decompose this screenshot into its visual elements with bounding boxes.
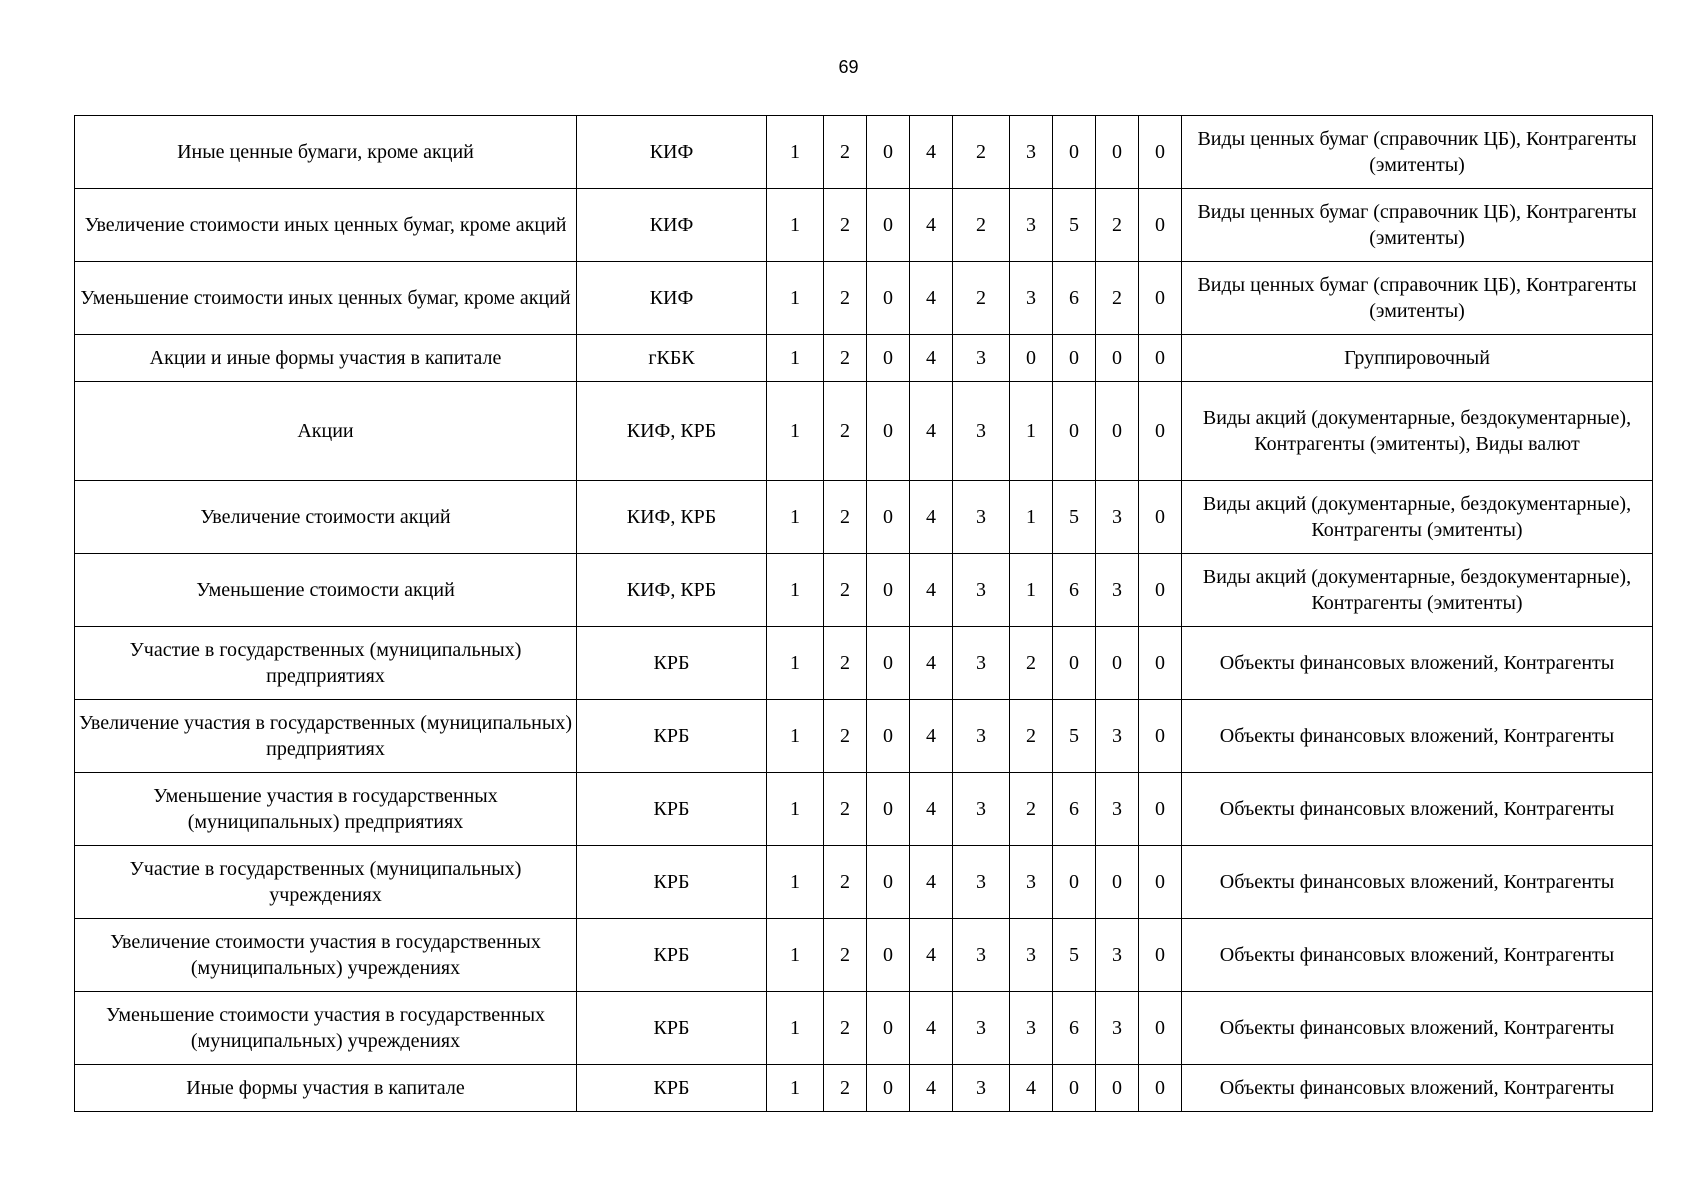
code-digit-cell: 2 <box>824 627 867 700</box>
code-digit-cell: 1 <box>1010 481 1053 554</box>
code-digit-cell: 0 <box>1096 335 1139 382</box>
table-row <box>75 481 1653 554</box>
code-digit-cell: 0 <box>867 1065 910 1112</box>
code-digit-cell: 1 <box>767 481 824 554</box>
code-digit-cell: 0 <box>867 382 910 481</box>
code-digit-cell: 1 <box>767 627 824 700</box>
code-digit-cell: 3 <box>1096 481 1139 554</box>
account-kind-cell: КИФ, КРБ <box>577 554 767 627</box>
table-row <box>75 773 1653 846</box>
code-digit-cell: 4 <box>910 846 953 919</box>
code-digit-cell: 4 <box>910 481 953 554</box>
code-digit-cell: 6 <box>1053 992 1096 1065</box>
code-digit-cell: 1 <box>767 262 824 335</box>
code-digit-cell: 2 <box>824 919 867 992</box>
code-digit-cell: 3 <box>1096 700 1139 773</box>
code-digit-cell: 2 <box>1010 773 1053 846</box>
code-digit-cell: 4 <box>1010 1065 1053 1112</box>
code-digit-cell: 2 <box>824 1065 867 1112</box>
account-name-cell: Иные формы участия в капитале <box>75 1065 577 1112</box>
code-digit-cell: 0 <box>867 627 910 700</box>
code-digit-cell: 4 <box>910 1065 953 1112</box>
code-digit-cell: 3 <box>1096 992 1139 1065</box>
code-digit-cell: 2 <box>824 116 867 189</box>
code-digit-cell: 4 <box>910 773 953 846</box>
table-row <box>75 700 1653 773</box>
account-name-cell: Увеличение стоимости акций <box>75 481 577 554</box>
code-digit-cell: 0 <box>1139 189 1182 262</box>
code-digit-cell: 0 <box>1139 846 1182 919</box>
code-digit-cell: 5 <box>1053 700 1096 773</box>
code-digit-cell: 0 <box>1139 700 1182 773</box>
analytics-cell: Объекты финансовых вложений, Контрагенты <box>1182 700 1653 773</box>
analytics-cell: Виды ценных бумаг (справочник ЦБ), Контрагенты (эмитенты) <box>1182 116 1653 189</box>
code-digit-cell: 3 <box>953 846 1010 919</box>
code-digit-cell: 3 <box>953 554 1010 627</box>
account-name-cell: Увеличение участия в государственных (муниципальных) предприятиях <box>75 700 577 773</box>
code-digit-cell: 3 <box>953 773 1010 846</box>
code-digit-cell: 4 <box>910 189 953 262</box>
analytics-cell: Объекты финансовых вложений, Контрагенты <box>1182 919 1653 992</box>
code-digit-cell: 2 <box>824 382 867 481</box>
code-digit-cell: 2 <box>1096 189 1139 262</box>
code-digit-cell: 2 <box>824 700 867 773</box>
account-kind-cell: КИФ, КРБ <box>577 481 767 554</box>
account-kind-cell: гКБК <box>577 335 767 382</box>
code-digit-cell: 4 <box>910 992 953 1065</box>
code-digit-cell: 0 <box>867 846 910 919</box>
code-digit-cell: 3 <box>1010 189 1053 262</box>
code-digit-cell: 2 <box>824 554 867 627</box>
page-number: 69 <box>838 57 859 77</box>
code-digit-cell: 2 <box>824 481 867 554</box>
code-digit-cell: 1 <box>767 700 824 773</box>
code-digit-cell: 2 <box>824 189 867 262</box>
code-digit-cell: 2 <box>824 773 867 846</box>
analytics-cell: Объекты финансовых вложений, Контрагенты <box>1182 773 1653 846</box>
code-digit-cell: 5 <box>1053 919 1096 992</box>
code-digit-cell: 0 <box>867 773 910 846</box>
table-row <box>75 554 1653 627</box>
code-digit-cell: 3 <box>1096 773 1139 846</box>
code-digit-cell: 3 <box>1096 554 1139 627</box>
account-kind-cell: КИФ <box>577 189 767 262</box>
table-row <box>75 335 1653 382</box>
code-digit-cell: 0 <box>867 919 910 992</box>
account-kind-cell: КИФ <box>577 116 767 189</box>
code-digit-cell: 0 <box>1096 627 1139 700</box>
code-digit-cell: 2 <box>1010 700 1053 773</box>
table-row <box>75 1065 1653 1112</box>
code-digit-cell: 0 <box>1139 627 1182 700</box>
code-digit-cell: 1 <box>767 992 824 1065</box>
account-kind-cell: КРБ <box>577 773 767 846</box>
code-digit-cell: 3 <box>1010 846 1053 919</box>
code-digit-cell: 0 <box>867 262 910 335</box>
table-row <box>75 846 1653 919</box>
code-digit-cell: 0 <box>1010 335 1053 382</box>
code-digit-cell: 5 <box>1053 481 1096 554</box>
code-digit-cell: 3 <box>1010 116 1053 189</box>
analytics-cell: Объекты финансовых вложений, Контрагенты <box>1182 846 1653 919</box>
account-kind-cell: КРБ <box>577 700 767 773</box>
account-name-cell: Уменьшение стоимости акций <box>75 554 577 627</box>
code-digit-cell: 6 <box>1053 554 1096 627</box>
code-digit-cell: 1 <box>767 335 824 382</box>
code-digit-cell: 4 <box>910 627 953 700</box>
account-name-cell: Увеличение стоимости иных ценных бумаг, кроме акций <box>75 189 577 262</box>
code-digit-cell: 3 <box>1010 262 1053 335</box>
code-digit-cell: 0 <box>1096 382 1139 481</box>
code-digit-cell: 1 <box>1010 382 1053 481</box>
code-digit-cell: 3 <box>953 919 1010 992</box>
code-digit-cell: 0 <box>1139 335 1182 382</box>
code-digit-cell: 0 <box>1096 116 1139 189</box>
account-kind-cell: КРБ <box>577 992 767 1065</box>
code-digit-cell: 4 <box>910 116 953 189</box>
account-name-cell: Участие в государственных (муниципальных) предприятиях <box>75 627 577 700</box>
account-name-cell: Акции и иные формы участия в капитале <box>75 335 577 382</box>
code-digit-cell: 0 <box>1096 846 1139 919</box>
code-digit-cell: 6 <box>1053 773 1096 846</box>
code-digit-cell: 0 <box>867 554 910 627</box>
code-digit-cell: 2 <box>953 262 1010 335</box>
code-digit-cell: 1 <box>767 116 824 189</box>
code-digit-cell: 2 <box>953 189 1010 262</box>
analytics-cell: Группировочный <box>1182 335 1653 382</box>
code-digit-cell: 1 <box>767 846 824 919</box>
code-digit-cell: 0 <box>1053 627 1096 700</box>
account-name-cell: Иные ценные бумаги, кроме акций <box>75 116 577 189</box>
code-digit-cell: 0 <box>1139 382 1182 481</box>
accounts-table-body <box>75 116 1653 1112</box>
code-digit-cell: 3 <box>1010 992 1053 1065</box>
code-digit-cell: 1 <box>767 382 824 481</box>
code-digit-cell: 4 <box>910 335 953 382</box>
code-digit-cell: 3 <box>953 481 1010 554</box>
code-digit-cell: 6 <box>1053 262 1096 335</box>
code-digit-cell: 2 <box>824 846 867 919</box>
analytics-cell: Объекты финансовых вложений, Контрагенты <box>1182 627 1653 700</box>
code-digit-cell: 4 <box>910 919 953 992</box>
analytics-cell: Объекты финансовых вложений, Контрагенты <box>1182 992 1653 1065</box>
code-digit-cell: 2 <box>824 262 867 335</box>
code-digit-cell: 1 <box>767 189 824 262</box>
code-digit-cell: 0 <box>1139 554 1182 627</box>
code-digit-cell: 0 <box>1139 481 1182 554</box>
code-digit-cell: 0 <box>867 189 910 262</box>
code-digit-cell: 1 <box>767 919 824 992</box>
code-digit-cell: 3 <box>1096 919 1139 992</box>
account-kind-cell: КИФ, КРБ <box>577 382 767 481</box>
code-digit-cell: 0 <box>1139 992 1182 1065</box>
code-digit-cell: 3 <box>953 992 1010 1065</box>
code-digit-cell: 0 <box>1053 335 1096 382</box>
account-kind-cell: КРБ <box>577 919 767 992</box>
code-digit-cell: 3 <box>953 335 1010 382</box>
table-row <box>75 382 1653 481</box>
code-digit-cell: 4 <box>910 382 953 481</box>
account-name-cell: Участие в государственных (муниципальных) учреждениях <box>75 846 577 919</box>
account-kind-cell: КРБ <box>577 627 767 700</box>
code-digit-cell: 0 <box>867 992 910 1065</box>
code-digit-cell: 0 <box>867 116 910 189</box>
code-digit-cell: 0 <box>1139 1065 1182 1112</box>
code-digit-cell: 2 <box>824 992 867 1065</box>
analytics-cell: Виды акций (документарные, бездокументарные), Контрагенты (эмитенты) <box>1182 481 1653 554</box>
code-digit-cell: 2 <box>1010 627 1053 700</box>
code-digit-cell: 3 <box>1010 919 1053 992</box>
code-digit-cell: 4 <box>910 554 953 627</box>
table-row <box>75 262 1653 335</box>
table-row <box>75 919 1653 992</box>
account-kind-cell: КРБ <box>577 1065 767 1112</box>
code-digit-cell: 3 <box>953 1065 1010 1112</box>
table-row <box>75 992 1653 1065</box>
table-row <box>75 189 1653 262</box>
table-row <box>75 627 1653 700</box>
code-digit-cell: 3 <box>953 627 1010 700</box>
code-digit-cell: 1 <box>767 1065 824 1112</box>
code-digit-cell: 0 <box>867 700 910 773</box>
analytics-cell: Виды ценных бумаг (справочник ЦБ), Контрагенты (эмитенты) <box>1182 189 1653 262</box>
account-name-cell: Увеличение стоимости участия в государственных (муниципальных) учреждениях <box>75 919 577 992</box>
code-digit-cell: 1 <box>767 773 824 846</box>
account-name-cell: Уменьшение стоимости участия в государственных (муниципальных) учреждениях <box>75 992 577 1065</box>
code-digit-cell: 0 <box>1053 382 1096 481</box>
analytics-cell: Объекты финансовых вложений, Контрагенты <box>1182 1065 1653 1112</box>
account-kind-cell: КИФ <box>577 262 767 335</box>
code-digit-cell: 1 <box>1010 554 1053 627</box>
account-name-cell: Уменьшение участия в государственных (муниципальных) предприятиях <box>75 773 577 846</box>
code-digit-cell: 0 <box>1139 116 1182 189</box>
code-digit-cell: 0 <box>1139 773 1182 846</box>
analytics-cell: Виды акций (документарные, бездокументарные), Контрагенты (эмитенты), Виды валют <box>1182 382 1653 481</box>
code-digit-cell: 1 <box>767 554 824 627</box>
code-digit-cell: 0 <box>1139 919 1182 992</box>
code-digit-cell: 0 <box>1096 1065 1139 1112</box>
account-name-cell: Акции <box>75 382 577 481</box>
code-digit-cell: 3 <box>953 700 1010 773</box>
code-digit-cell: 4 <box>910 700 953 773</box>
code-digit-cell: 5 <box>1053 189 1096 262</box>
code-digit-cell: 0 <box>1053 116 1096 189</box>
code-digit-cell: 3 <box>953 382 1010 481</box>
code-digit-cell: 2 <box>824 335 867 382</box>
table-row <box>75 116 1653 189</box>
code-digit-cell: 0 <box>1053 1065 1096 1112</box>
code-digit-cell: 4 <box>910 262 953 335</box>
analytics-cell: Виды ценных бумаг (справочник ЦБ), Контрагенты (эмитенты) <box>1182 262 1653 335</box>
account-kind-cell: КРБ <box>577 846 767 919</box>
code-digit-cell: 0 <box>867 335 910 382</box>
accounts-table <box>74 115 1653 1112</box>
account-name-cell: Уменьшение стоимости иных ценных бумаг, кроме акций <box>75 262 577 335</box>
code-digit-cell: 0 <box>1139 262 1182 335</box>
code-digit-cell: 0 <box>1053 846 1096 919</box>
code-digit-cell: 0 <box>867 481 910 554</box>
code-digit-cell: 2 <box>953 116 1010 189</box>
code-digit-cell: 2 <box>1096 262 1139 335</box>
analytics-cell: Виды акций (документарные, бездокументарные), Контрагенты (эмитенты) <box>1182 554 1653 627</box>
